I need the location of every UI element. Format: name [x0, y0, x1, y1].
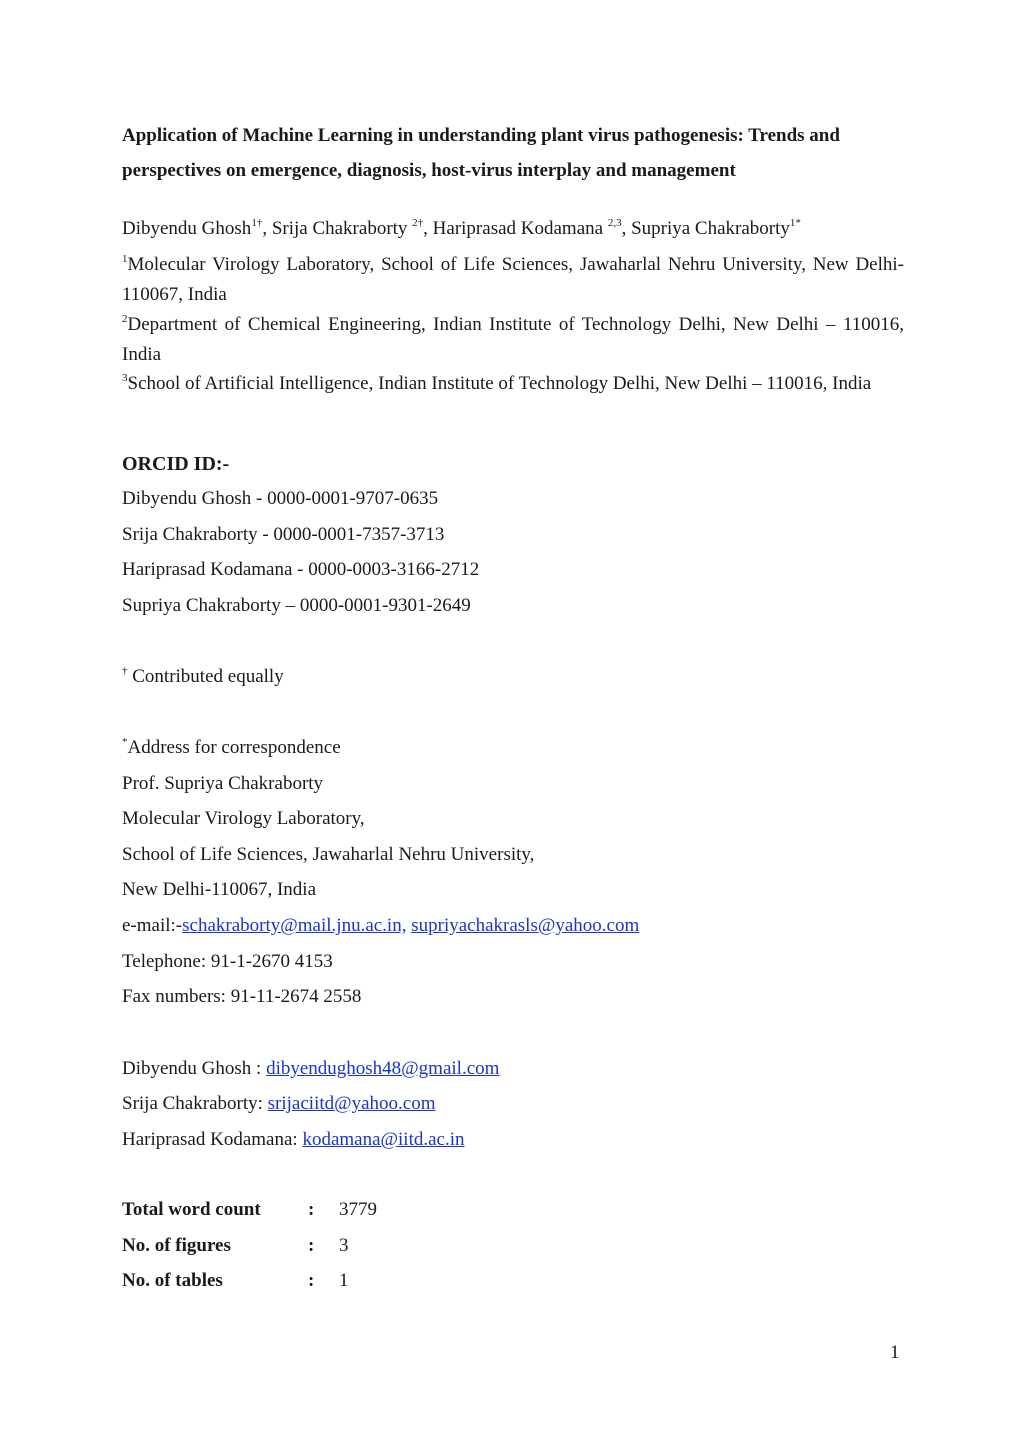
author-list: [122, 217, 801, 241]
orcid-entry: Dibyendu Ghosh - 0000-0001-9707-0635: [122, 488, 439, 509]
stat-value: 3779: [339, 1199, 377, 1220]
contribution-text: Contributed equally: [127, 666, 284, 687]
affiliation-sup: 1: [122, 253, 128, 265]
affiliation-sup: 3: [122, 372, 128, 384]
orcid-heading: ORCID ID:-: [122, 453, 230, 475]
correspondence-heading: [122, 736, 341, 760]
affiliation-2: [122, 310, 904, 370]
dagger-sup: †: [122, 665, 128, 677]
stat-row-figures: [122, 1235, 522, 1261]
author-separator: ,: [262, 218, 272, 239]
contribution-note: [122, 665, 284, 689]
orcid-entry: Supriya Chakraborty – 0000-0001-9301-2649: [122, 595, 471, 616]
affiliation-sup: 2: [122, 313, 128, 325]
author-email-line: [122, 1128, 465, 1152]
stat-value: 3: [339, 1235, 349, 1256]
affiliation-3: [122, 369, 904, 399]
author-sup: 2†: [412, 217, 424, 229]
affiliation-1: [122, 250, 904, 310]
author-sup: 1*: [789, 217, 801, 229]
author-separator: ,: [621, 218, 632, 239]
author-sup: 2,3: [607, 217, 622, 229]
author-email-link[interactable]: kodamana@iitd.ac.in: [302, 1129, 465, 1150]
author-name: Hariprasad Kodamana: [432, 218, 608, 239]
author-name: Dibyendu Ghosh: [122, 218, 252, 239]
stat-label: Total word count: [122, 1199, 261, 1220]
stat-colon: :: [308, 1235, 315, 1256]
correspondence-heading-text: Address for correspondence: [127, 737, 341, 758]
asterisk-sup: *: [122, 736, 128, 748]
stat-label: No. of figures: [122, 1235, 231, 1256]
stat-row-word-count: [122, 1199, 522, 1225]
affiliation-text: Molecular Virology Laboratory, School of Life Sciences, Jawaharlal Nehru University, New Delhi-110067, India: [122, 254, 904, 305]
paper-title: Application of Machine Learning in understanding plant virus pathogenesis: Trends and perspectives on emergence, diagnosis, host-virus interplay and management: [122, 125, 840, 181]
telephone-line: Telephone: 91-1-2670 4153: [122, 951, 333, 972]
email-label: e-mail:-: [122, 915, 183, 936]
author-email-link[interactable]: srijaciitd@yahoo.com: [267, 1093, 436, 1114]
address-line: New Delhi-110067, India: [122, 879, 316, 900]
fax-line: Fax numbers: 91-11-2674 2558: [122, 986, 362, 1007]
affiliation-text: School of Artificial Intelligence, Indian Institute of Technology Delhi, New Delhi – 110016, India: [127, 373, 872, 394]
email-line: [122, 914, 639, 938]
stat-value: 1: [339, 1270, 349, 1291]
author-email-line: [122, 1092, 436, 1116]
author-name: Supriya Chakraborty: [631, 218, 790, 239]
author-email-link[interactable]: dibyendughosh48@gmail.com: [266, 1058, 500, 1079]
author-email-line: [122, 1057, 499, 1081]
stat-row-tables: [122, 1270, 522, 1296]
author-email-label: Srija Chakraborty:: [122, 1093, 268, 1114]
orcid-entry: Srija Chakraborty - 0000-0001-7357-3713: [122, 524, 445, 545]
stat-label: No. of tables: [122, 1270, 223, 1291]
address-line: School of Life Sciences, Jawaharlal Nehru University,: [122, 844, 535, 865]
page-number: 1: [890, 1342, 900, 1363]
author-name: Srija Chakraborty: [271, 218, 413, 239]
affiliation-text: Department of Chemical Engineering, Indian Institute of Technology Delhi, New Delhi – 110016, India: [122, 314, 904, 365]
author-sup: 1†: [251, 217, 263, 229]
author-separator: ,: [423, 218, 433, 239]
stat-colon: :: [308, 1270, 315, 1291]
address-line: Molecular Virology Laboratory,: [122, 808, 365, 829]
author-email-label: Hariprasad Kodamana:: [122, 1129, 303, 1150]
orcid-entry: Hariprasad Kodamana - 0000-0003-3166-2712: [122, 559, 480, 580]
author-email-label: Dibyendu Ghosh :: [122, 1058, 267, 1079]
email-link-1[interactable]: schakraborty@mail.jnu.ac.in,: [182, 915, 407, 936]
email-link-2[interactable]: supriyachakrasls@yahoo.com: [411, 915, 640, 936]
stat-colon: :: [308, 1199, 315, 1220]
address-line: Prof. Supriya Chakraborty: [122, 773, 324, 794]
